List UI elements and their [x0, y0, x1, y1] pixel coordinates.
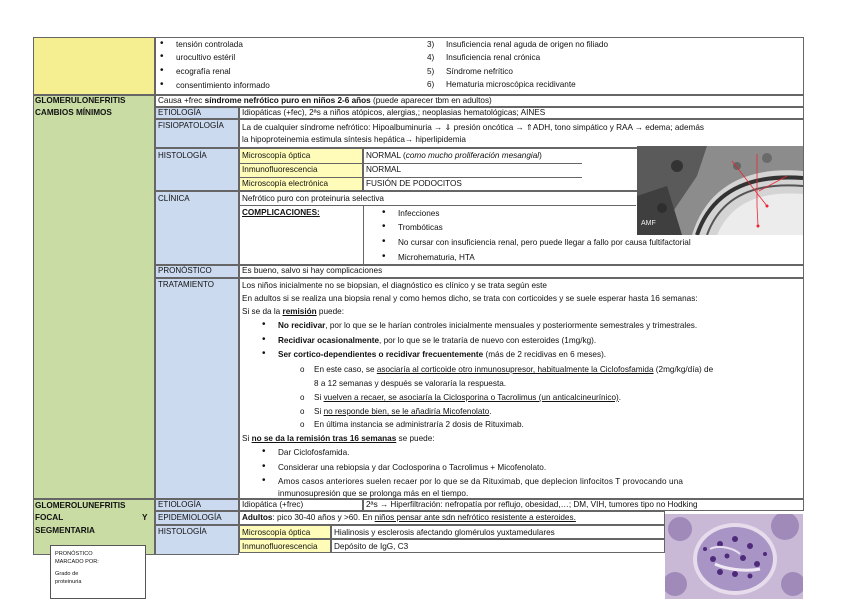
list-number: 4) — [427, 53, 435, 62]
gfs-histo-key: Inmunofluorescencia — [242, 542, 318, 551]
cause-text: Causa +frec — [158, 96, 205, 105]
histo-value-italic: como mucho proliferación mesangial — [405, 151, 540, 160]
trat-text: puede: — [316, 307, 344, 316]
sub-text: Si — [314, 393, 324, 402]
gcm-trat-line: Los niños inicialmente no se biopsian, el diagnóstico es clínico y se trata según este — [242, 281, 547, 290]
fsgs-histology-image — [665, 514, 803, 599]
histo-value-close: ) — [539, 151, 542, 160]
gfs-etiologia-b: 2ªs → Hiperfiltración: nefropatía por reflujo, obesidad,…; DM, VIH, tumores tipo no Hodking — [366, 500, 698, 509]
sub-item: o En última instancia se administraría 2 dosis de Rituximab. — [314, 420, 524, 430]
list-number: 3) — [427, 40, 435, 49]
gfs-title-line3: SEGMENTARIA — [35, 526, 95, 535]
item-text: , por lo que se le trataría de nuevo con esteroides (1mg/kg). — [379, 336, 597, 345]
gfs-histo-key: Microscopía óptica — [242, 528, 311, 537]
gcm-fisio-line1: La de cualquier síndrome nefrótico: Hipoalbuminuria → ⇓ presión oncótica → ⇑ADH, tono simpático y RAA → edema; además — [242, 123, 704, 132]
list-item — [278, 336, 596, 346]
em-image-label: AMF — [641, 220, 656, 227]
epi-underline: niños pensar ante sdn nefrótico resistente a esteroides. — [374, 513, 576, 522]
list-item: • No cursar con insuficiencia renal, pero puede llegar a fallo por causa fultifactorial — [398, 238, 691, 248]
trat-text: se puede: — [396, 434, 435, 443]
sub-text: (2mg/kg/día) de — [653, 365, 714, 374]
sub-text: . — [618, 393, 622, 402]
gcm-trat-line — [242, 434, 435, 444]
epi-bold: Adultos — [242, 513, 273, 522]
item-bold: No recidivar — [278, 321, 326, 330]
list-item: • Dar Ciclofosfamida. — [278, 448, 349, 458]
em-micrograph-graphic — [637, 146, 803, 235]
gcm-pronostico: Es bueno, salvo si hay complicaciones — [242, 266, 383, 275]
trat-text: Si se da la — [242, 307, 283, 316]
gcm-histo-key: Inmunofluorescencia — [242, 165, 318, 174]
sub-underline: asociaría al corticoide otro inmunosupresor, habitualmente la Ciclofosfamida — [376, 365, 654, 374]
gcm-complic-divider-v — [363, 205, 364, 265]
list-number: 6) — [427, 80, 435, 89]
gcm-histo-key: Microscopía óptica — [242, 151, 311, 160]
list-item: • urocultivo estéril — [176, 53, 235, 63]
list-item: • Trombóticas — [398, 223, 443, 233]
trat-text: Si — [242, 434, 252, 443]
gcm-title-line1: GLOMERULONEFRITIS — [35, 96, 126, 105]
list-number: 5) — [427, 67, 435, 76]
gcm-etiologia-label: ETIOLOGÍA — [158, 108, 202, 117]
electron-microscopy-image — [637, 146, 803, 235]
trat-highlight: remisión — [282, 307, 317, 316]
top-left-cell — [33, 37, 155, 95]
gcm-histo-key: Microscopía electrónica — [242, 179, 329, 188]
list-item: Hematuria microscópica recidivante — [446, 80, 576, 89]
list-item: • tensión controlada — [176, 40, 243, 50]
gfs-etiologia-a: Idiopática (+frec) — [242, 500, 304, 509]
gfs-epi — [242, 513, 576, 523]
gfs-title-line2: FOCAL — [35, 513, 64, 522]
gfs-etiologia-label: ETIOLOGÍA — [158, 500, 202, 509]
gcm-trat-line: En adultos si se realiza una biopsia renal y como hemos dicho, se trata con corticoides y se suele esperar hasta 16 semanas: — [242, 294, 698, 303]
list-item: • ecografía renal — [176, 67, 231, 77]
gcm-histo-divider — [239, 163, 582, 164]
gcm-complic-divider-h — [239, 205, 636, 206]
gcm-tratamiento-label: TRATAMIENTO — [158, 280, 214, 289]
item-text: , por lo que se le harían controles inicialmente mensuales y posteriormente semestrales y trimestrales. — [325, 321, 698, 330]
gcm-histo-value: NORMAL — [366, 165, 402, 174]
sub-text: En este caso, se — [314, 365, 377, 374]
sub-text: . — [489, 407, 492, 416]
gfs-histo-value: Depósito de IgG, C3 — [334, 542, 409, 551]
gfs-histo-value: Hialinosis y esclerosis afectando glomérulos yuxtamedulares — [334, 528, 555, 537]
sub-item-cont: 8 a 12 semanas y después se valoraría la respuesta. — [314, 379, 507, 388]
epi-text: : pico 30-40 años y >60. En — [272, 513, 375, 522]
gcm-trat-line — [242, 307, 344, 317]
gcm-tratamiento-label-cell — [155, 278, 239, 499]
list-item: • Considerar una rebiopsia y dar Coclosporina o Tacrolimus + Micofenolato. — [278, 463, 546, 473]
gcm-histo-divider — [239, 177, 582, 178]
note-line: Grado de — [55, 571, 79, 578]
note-line: PRONÓSTICO — [55, 551, 93, 557]
gcm-etiologia: Idiopáticas (+fec), 2ªs a niños atópicos, alergias,; neoplasias hematológicas; AINES — [242, 108, 546, 117]
gcm-pronostico-label: PRONÓSTICO — [158, 266, 212, 275]
list-item: Síndrome nefrítico — [446, 67, 513, 76]
gfs-title-line2b: Y — [142, 513, 148, 522]
item-text: (más de 2 recidivas en 6 meses). — [483, 350, 607, 359]
list-item: • Infecciones — [398, 209, 439, 219]
list-item: • Microhematuria, HTA — [398, 253, 475, 263]
list-item: Insuficiencia renal aguda de origen no filiado — [446, 40, 609, 49]
gfs-epi-label: EPIDEMIOLOGÍA — [158, 513, 222, 522]
gcm-fisio-line2: la hipoproteinemia estimula síntesis hepática→ hiperlipidemia — [242, 135, 466, 144]
sub-item — [314, 365, 713, 375]
sub-item — [314, 407, 492, 417]
gcm-cause — [158, 96, 492, 106]
gfs-title-line1: GLOMEROLUNEFRITIS — [35, 501, 126, 510]
gcm-histo-value: FUSIÓN DE PODOCITOS — [366, 179, 462, 188]
list-item: • Amos casos anteriores suelen recaer por lo que se da Rituximab, que deplecion linfocitos T provocando una — [278, 477, 683, 487]
list-item — [278, 321, 697, 331]
sub-item — [314, 393, 621, 403]
gcm-fisio-label: FISIOPATOLOGÍA — [158, 121, 224, 130]
gfs-histo-label: HISTOLOGÍA — [158, 527, 207, 536]
list-item: Insuficiencia renal crónica — [446, 53, 541, 62]
cause-highlight: síndrome nefrótico puro en niños 2-6 años — [204, 96, 371, 105]
item-bold: Recidivar ocasionalmente — [278, 336, 380, 345]
gcm-histo-value — [366, 151, 542, 161]
gcm-clinica: Nefrótico puro con proteinuria selectiva — [242, 194, 384, 203]
fsgs-micrograph-graphic — [665, 514, 803, 599]
item-bold: Ser cortico-dependientes o recidivar frecuentemente — [278, 350, 484, 359]
note-line: proteinuria — [55, 579, 82, 586]
sub-text: Si — [314, 407, 324, 416]
gcm-title-line2: CAMBIOS MÍNIMOS — [35, 108, 112, 117]
list-item-cont: inmunosupresión que se prolonga más en el tiempo. — [278, 489, 469, 498]
pronostico-note-box — [50, 545, 146, 599]
sub-underline: no responde bien, se le añadiría Micofenolato — [323, 407, 490, 416]
gcm-complic-label: COMPLICACIONES: — [242, 208, 320, 217]
list-item: • consentimiento informado — [176, 81, 270, 91]
sub-underline: vuelven a recaer, se asociaría la Ciclosporina o Tacrolimus (un anticalcineurínico) — [323, 393, 619, 402]
trat-highlight: no se da la remisión tras 16 semanas — [251, 434, 397, 443]
gcm-clinica-label: CLÍNICA — [158, 194, 190, 203]
list-item — [278, 350, 606, 360]
gcm-histo-label: HISTOLOGÍA — [158, 151, 207, 160]
note-line: MARCADO POR: — [55, 559, 99, 566]
cause-note: (puede aparecer tbm en adultos) — [370, 96, 492, 105]
gcm-title-cell — [33, 95, 155, 499]
histo-value-text: NORMAL ( — [366, 151, 406, 160]
